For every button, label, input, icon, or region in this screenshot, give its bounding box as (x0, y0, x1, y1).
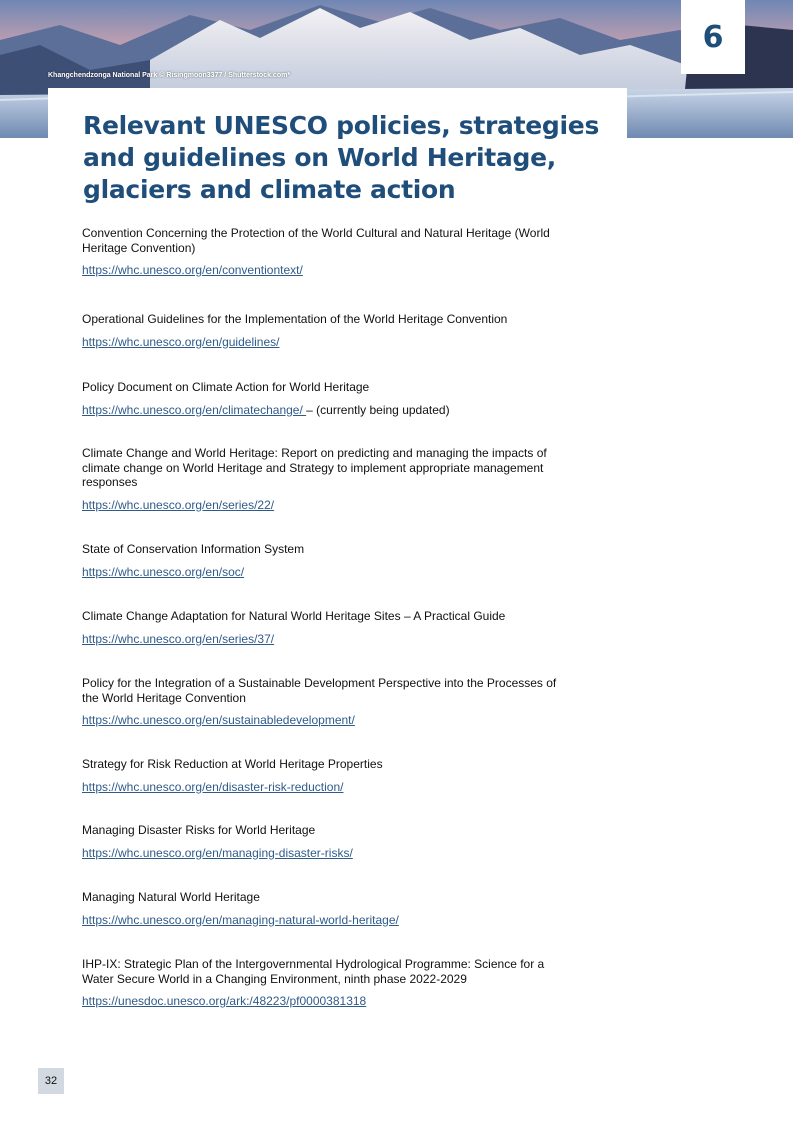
reference-title: Managing Disaster Risks for World Heritage (82, 823, 316, 837)
reference-item (82, 609, 572, 676)
reference-link-line (82, 497, 572, 513)
reference-item (82, 823, 572, 890)
reference-link-line (82, 912, 572, 928)
page-number: 32 (38, 1068, 64, 1094)
reference-title: Convention Concerning the Protection of the World Cultural and Natural Heritage (World Heritage Convention) (82, 226, 550, 255)
chapter-number: 6 (702, 19, 724, 55)
reference-link-line (82, 631, 572, 647)
reference-link[interactable]: https://whc.unesco.org/en/managing-disaster-risks/ (82, 845, 353, 860)
reference-note: – (currently being updated) (306, 402, 450, 417)
reference-link-line (82, 845, 572, 861)
reference-link[interactable]: https://whc.unesco.org/en/guidelines/ (82, 334, 280, 349)
reference-link-line (82, 712, 572, 728)
reference-link[interactable]: https://whc.unesco.org/en/series/37/ (82, 631, 275, 646)
reference-item (82, 380, 572, 446)
photo-credit: Khangchendzonga National Park © Risingmoon3377 / Shutterstock.com* (48, 72, 291, 79)
reference-title: Strategy for Risk Reduction at World Heritage Properties (82, 757, 383, 771)
page-title: Relevant UNESCO policies, strategies and guidelines on World Heritage, glaciers and climate action (83, 111, 600, 204)
reference-link[interactable]: https://whc.unesco.org/en/soc/ (82, 564, 245, 579)
reference-item (82, 957, 572, 1017)
reference-title: Operational Guidelines for the Implementation of the World Heritage Convention (82, 312, 508, 326)
reference-link[interactable]: https://unesdoc.unesco.org/ark:/48223/pf0000381318 (82, 994, 367, 1008)
reference-link[interactable]: https://whc.unesco.org/en/conventiontext/ (82, 263, 303, 277)
reference-list (82, 226, 572, 1017)
reference-link[interactable]: https://whc.unesco.org/en/series/22/ (82, 497, 275, 512)
reference-link[interactable]: https://whc.unesco.org/en/sustainabledevelopment/ (82, 713, 355, 727)
reference-link-line (82, 334, 572, 350)
reference-link-line (82, 993, 572, 1009)
reference-item (82, 312, 572, 380)
reference-item (82, 676, 572, 757)
reference-link-line (82, 402, 572, 418)
reference-link[interactable]: https://whc.unesco.org/en/climatechange/ (82, 402, 307, 417)
reference-item (82, 446, 572, 542)
reference-item (82, 890, 572, 957)
chapter-badge (681, 0, 745, 74)
reference-link[interactable]: https://whc.unesco.org/en/managing-natural-world-heritage/ (82, 912, 399, 927)
reference-link-line (82, 779, 572, 795)
reference-title: Policy Document on Climate Action for World Heritage (82, 380, 370, 394)
reference-title: IHP-IX: Strategic Plan of the Intergovernmental Hydrological Programme: Science for a Water Secure World in a Changing Environment, ninth phase 2022-2029 (82, 957, 545, 986)
reference-title: State of Conservation Information System (82, 542, 305, 556)
reference-title: Managing Natural World Heritage (82, 890, 260, 904)
reference-item (82, 542, 572, 609)
reference-title: Climate Change Adaptation for Natural World Heritage Sites – A Practical Guide (82, 609, 506, 623)
reference-link-line (82, 262, 572, 278)
reference-title: Climate Change and World Heritage: Report on predicting and managing the impacts of climate change on World Heritage and Strategy to implement appropriate management responses (82, 446, 547, 489)
reference-title: Policy for the Integration of a Sustainable Development Perspective into the Processes of the World Heritage Convention (82, 676, 557, 705)
reference-item (82, 757, 572, 823)
reference-item (82, 226, 572, 312)
reference-link[interactable]: https://whc.unesco.org/en/disaster-risk-reduction/ (82, 779, 344, 794)
reference-link-line (82, 564, 572, 580)
